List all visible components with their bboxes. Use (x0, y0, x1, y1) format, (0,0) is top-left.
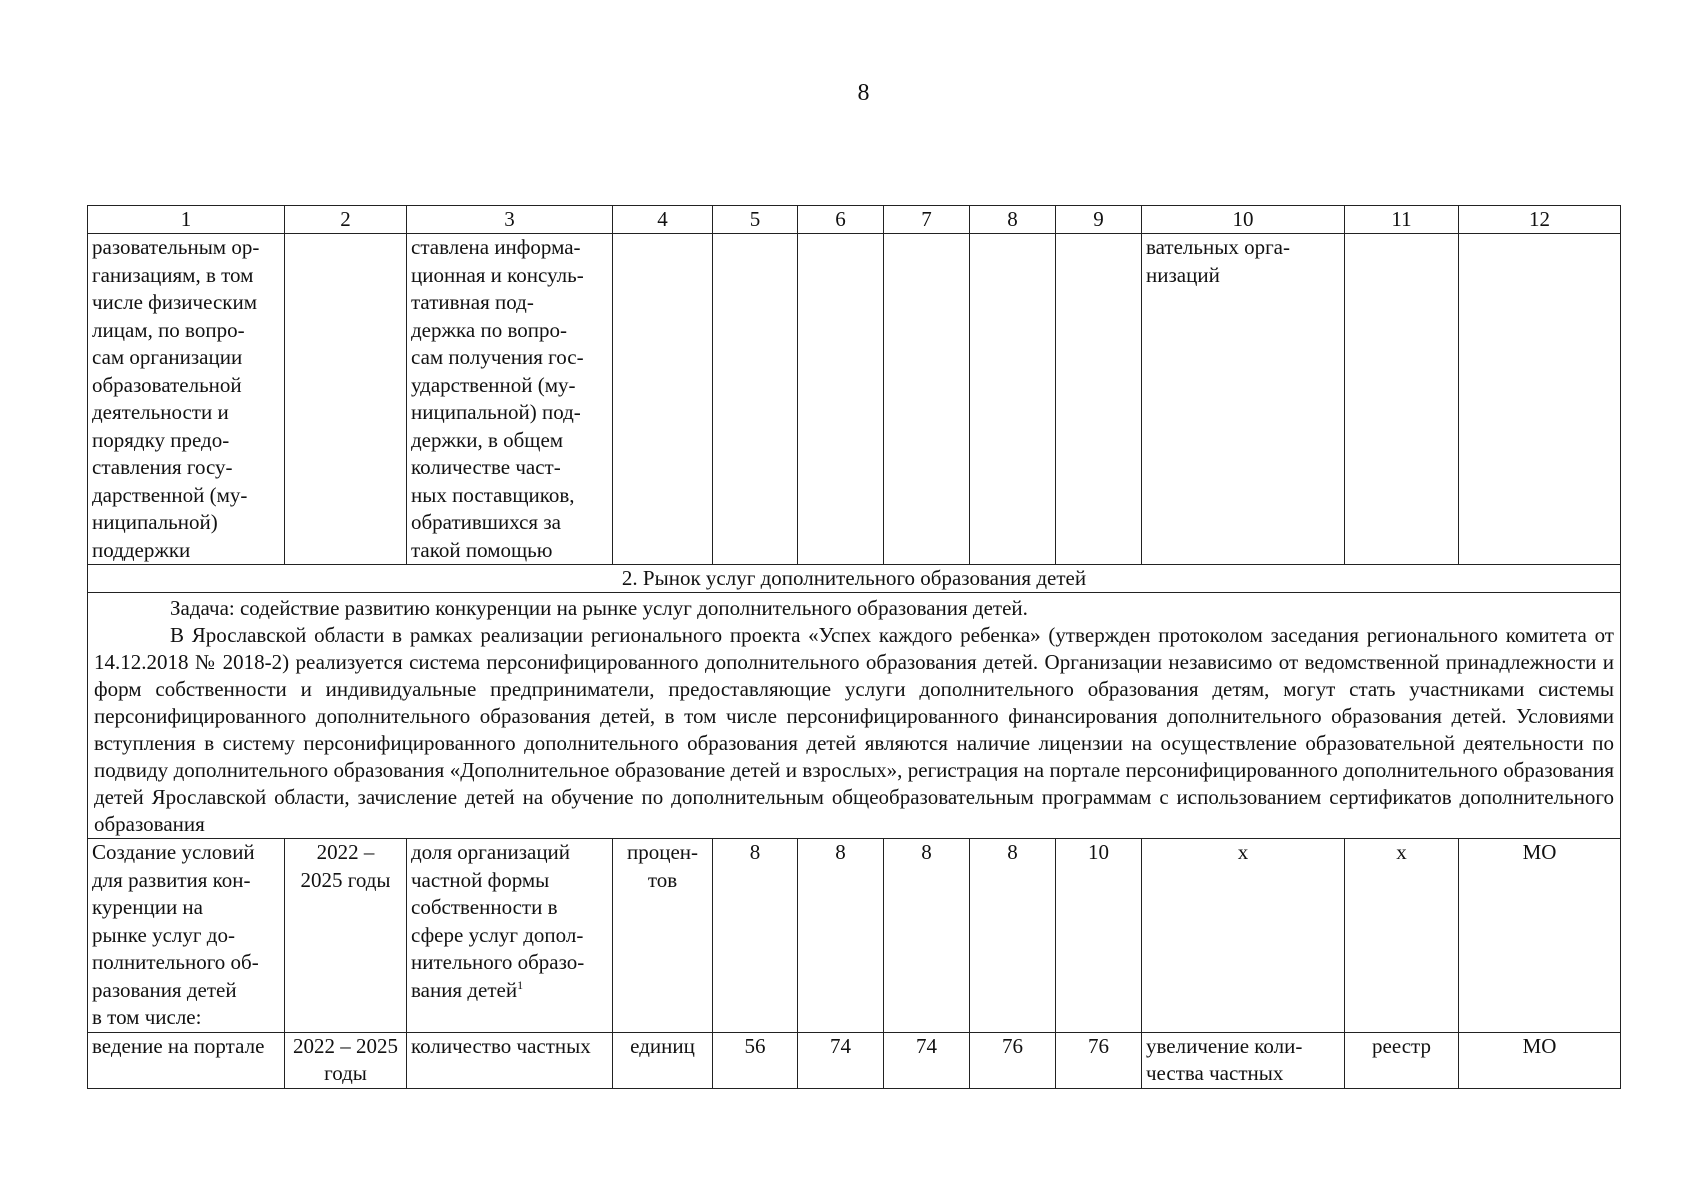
section-row (88, 565, 1621, 593)
period-cell: 2022 – 2025 годы (285, 839, 407, 1033)
empty-cell (1345, 234, 1459, 565)
section-title: 2. Рынок услуг дополнительного образования детей (88, 565, 1621, 593)
value-cell: 74 (884, 1032, 970, 1088)
column-number: 1 (88, 206, 285, 234)
footnote-mark: 1 (517, 977, 524, 992)
column-number: 2 (285, 206, 407, 234)
column-number: 6 (798, 206, 884, 234)
measure-cell: ведение на портале (88, 1032, 285, 1088)
empty-cell (1459, 234, 1621, 565)
value-cell: 76 (1056, 1032, 1142, 1088)
indicator-cell (407, 839, 613, 1033)
empty-cell (713, 234, 798, 565)
measure-cell: разовательным ор- ганизациям, в том числе физическим лицам, по вопро- сам организации образовательной деятельности и порядку предо- ставления госу- дарственной (му- ниципальной) поддержки (88, 234, 285, 565)
column-number: 9 (1056, 206, 1142, 234)
indicator-cell: ставлена информа- ционная и консуль- тативная под- держка по вопро- сам получения гос- ударственной (му- ниципальной) под- держки, в общем количестве част- ных поставщиков, обратившихся за такой помощью (407, 234, 613, 565)
empty-cell (613, 234, 713, 565)
unit-cell: процен- тов (613, 839, 713, 1033)
source-cell: реестр (1345, 1032, 1459, 1088)
source-cell: x (1345, 839, 1459, 1033)
column-number: 3 (407, 206, 613, 234)
indicators-table (87, 205, 1621, 1089)
responsible-cell: МО (1459, 839, 1621, 1033)
empty-cell (884, 234, 970, 565)
task-paragraph: В Ярославской области в рамках реализации регионального проекта «Успех каждого ребенка» (утвержден протоколом заседания регионального комитета от 14.12.2018 № 2018-2) реализуется система персонифицированного дополнительного образования детей. Организации независимо от ведомственной принадлежности и форм собственности и индивидуальные предприниматели, предоставляющие услуги дополнительного образования детям, могут стать участниками системы персонифицированного дополнительного образования детей, в том числе персонифицированного финансирования дополнительного образования детей. Условиями вступления в систему персонифицированного дополнительного образования детей являются наличие лицензии на осуществление образовательной деятельности по подвиду дополнительного образования «Дополнительное образование детей и взрослых», регистрация на портале персонифицированного дополнительного образования детей Ярославской области, зачисление детей на обучение по дополнительным общеобразовательным программам с использованием сертификатов дополнительного образования (94, 623, 1614, 836)
unit-cell: единиц (613, 1032, 713, 1088)
task-description (88, 593, 1621, 839)
period-cell: 2022 – 2025 годы (285, 1032, 407, 1088)
value-cell: 8 (798, 839, 884, 1033)
value-cell: 8 (970, 839, 1056, 1033)
measure-cell: Создание условий для развития кон- куренции на рынке услуг до- полнительного об- разования детей в том числе: (88, 839, 285, 1033)
measure-row (88, 839, 1621, 1033)
measure-row (88, 1032, 1621, 1088)
value-cell: 56 (713, 1032, 798, 1088)
indicator-cell: количество частных (407, 1032, 613, 1088)
empty-cell (1056, 234, 1142, 565)
value-cell: 10 (1056, 839, 1142, 1033)
value-cell: 76 (970, 1032, 1056, 1088)
column-number: 11 (1345, 206, 1459, 234)
empty-cell (798, 234, 884, 565)
result-cell: увеличение коли- чества частных (1142, 1032, 1345, 1088)
empty-cell (285, 234, 407, 565)
column-number: 7 (884, 206, 970, 234)
value-cell: 8 (884, 839, 970, 1033)
empty-cell (970, 234, 1056, 565)
result-cell: x (1142, 839, 1345, 1033)
task-row (88, 593, 1621, 839)
value-cell: 74 (798, 1032, 884, 1088)
result-cell: вательных орга- низаций (1142, 234, 1345, 565)
column-number-row (88, 206, 1621, 234)
column-number: 12 (1459, 206, 1621, 234)
page-number: 8 (857, 80, 870, 106)
value-cell: 8 (713, 839, 798, 1033)
column-number: 8 (970, 206, 1056, 234)
responsible-cell: МО (1459, 1032, 1621, 1088)
column-number: 5 (713, 206, 798, 234)
indicator-text: доля организаций частной формы собственности в сфере услуг допол- нительного образо- вания детей (411, 840, 585, 1002)
continued-row (88, 234, 1621, 565)
column-number: 10 (1142, 206, 1345, 234)
column-number: 4 (613, 206, 713, 234)
task-statement: Задача: содействие развитию конкуренции на рынке услуг дополнительного образования детей. (170, 596, 1028, 620)
